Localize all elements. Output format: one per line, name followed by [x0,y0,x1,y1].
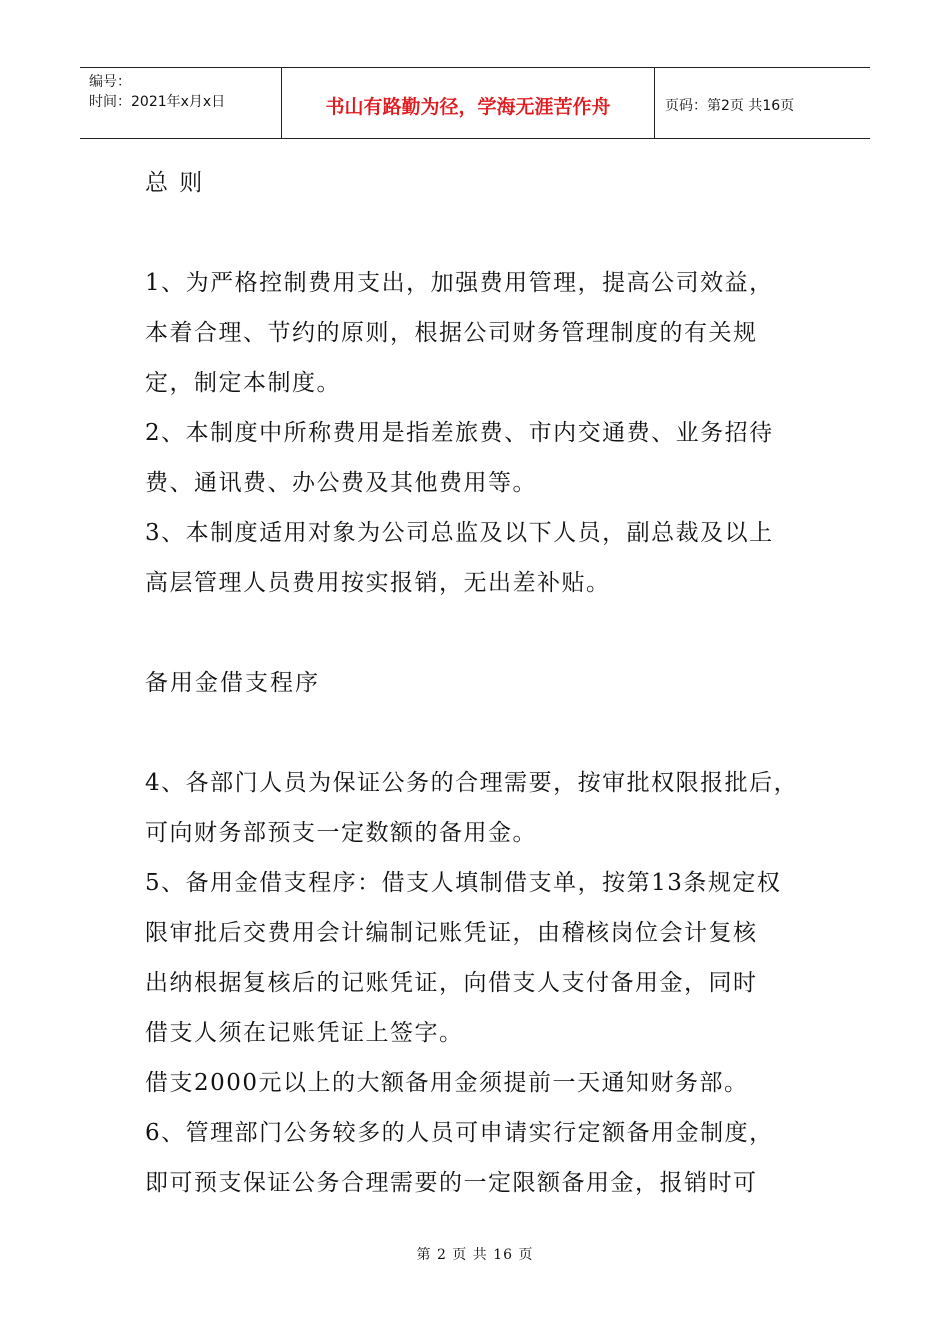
paragraph-4 [145,758,825,858]
header-slogan-cell [282,68,655,138]
paragraph-5 [145,858,825,1108]
text-line: 费、通讯费、办公费及其他费用等。 [145,470,537,496]
document-body [145,158,825,1208]
paragraph-6 [145,1108,825,1208]
text-line: 借支人须在记账凭证上签字。 [145,1020,464,1046]
text-line: 3、本制度适用对象为公司总监及以下人员，副总裁及以上 [145,520,774,546]
spacer [145,208,825,258]
text-line: 4、各部门人员为保证公务的合理需要，按审批权限报批后， [145,770,799,796]
text-line: 可向财务部预支一定数额的备用金。 [145,820,537,846]
paragraph-2 [145,408,825,508]
text-line: 限审批后交费用会计编制记账凭证，由稽核岗位会计复核 [145,920,758,946]
header-page-info: 页码：第2页 共16页 [665,98,795,114]
section-heading-petty-cash: 备用金借支程序 [145,670,320,696]
page-footer [0,1244,950,1264]
text-line: 定，制定本制度。 [145,370,341,396]
header-page-cell [655,68,870,138]
header-meta-cell [80,68,282,138]
section-heading-general: 总 则 [145,170,205,196]
text-line: 5、备用金借支程序：借支人填制借支单，按第13条规定权 [145,870,782,896]
paragraph-3 [145,508,825,608]
paragraph-1 [145,258,825,408]
spacer [145,708,825,758]
spacer [145,608,825,658]
number-label: 编号： [89,74,131,90]
text-line: 1、为严格控制费用支出，加强费用管理，提高公司效益， [145,270,774,296]
header-slogan: 书山有路勤为径，学海无涯苦作舟 [325,95,611,118]
text-line: 借支2000元以上的大额备用金须提前一天通知财务部。 [145,1070,749,1096]
text-line: 高层管理人员费用按实报销，无出差补贴。 [145,570,611,596]
text-line: 出纳根据复核后的记账凭证，向借支人支付备用金，同时 [145,970,758,996]
text-line: 6、管理部门公务较多的人员可申请实行定额备用金制度， [145,1120,774,1146]
footer-page-number: 第 2 页 共 16 页 [416,1247,534,1263]
time-label: 时间：2021年x月x日 [89,94,226,110]
text-line: 2、本制度中所称费用是指差旅费、市内交通费、业务招待 [145,420,774,446]
text-line: 本着合理、节约的原则，根据公司财务管理制度的有关规 [145,320,758,346]
document-header [80,67,870,139]
text-line: 即可预支保证公务合理需要的一定限额备用金，报销时可 [145,1170,758,1196]
